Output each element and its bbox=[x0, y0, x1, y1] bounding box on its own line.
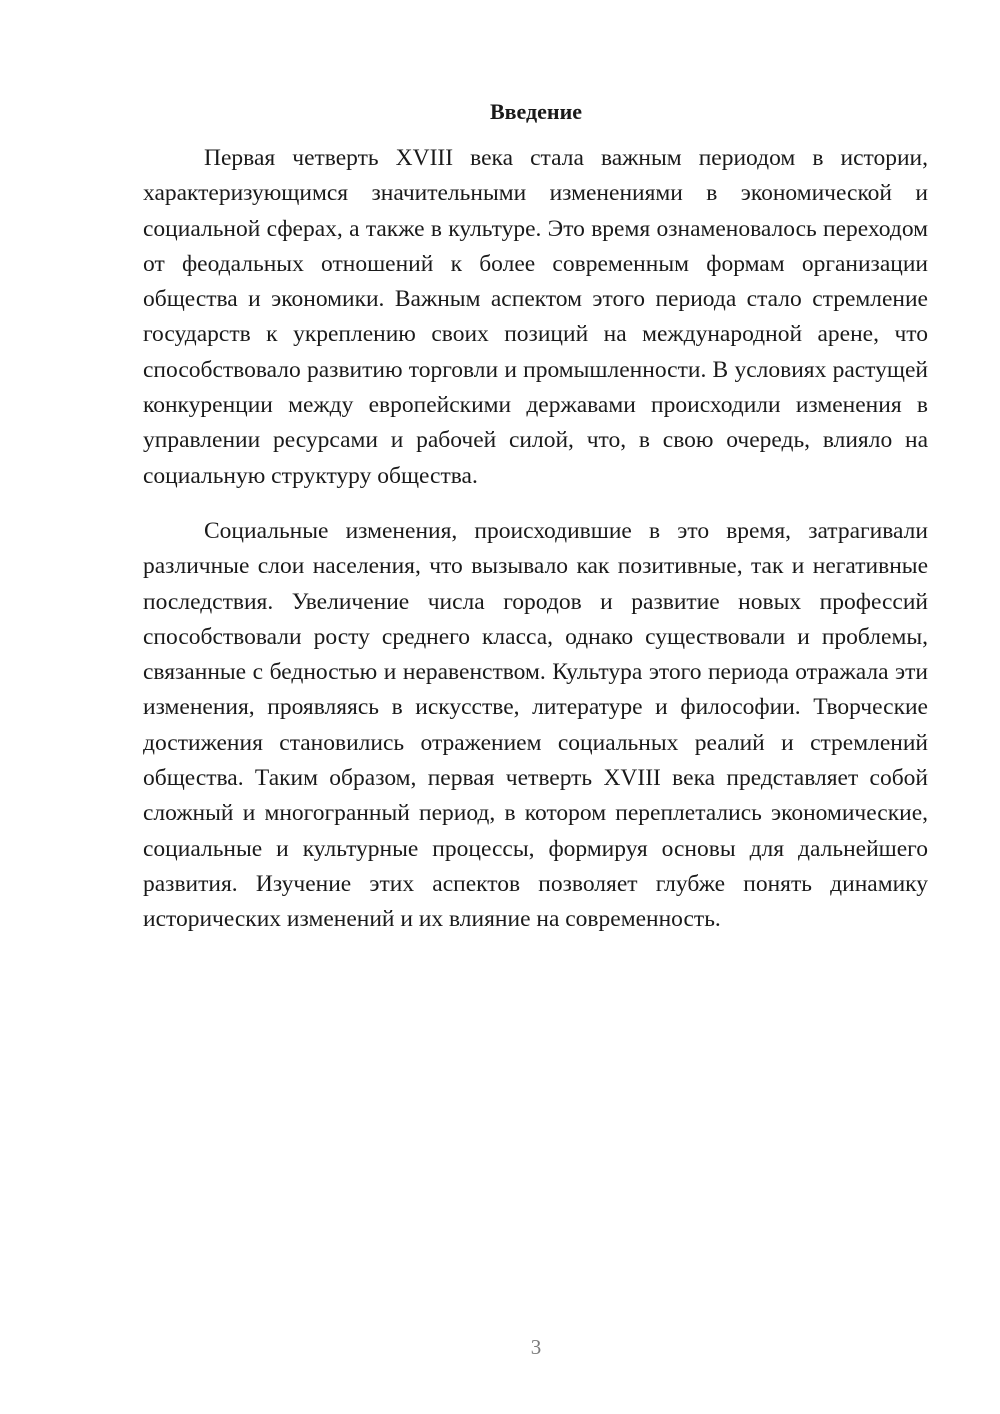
paragraph-2: Социальные изменения, происходившие в это время, затрагивали различные слои населения, что вызывало как позитивные, так и негативные последствия. Увеличение числа городов и развитие новых профессий способствовали росту среднего класса, однако существовали и проблемы, связанные с бедностью и неравенством. Культура этого периода отражала эти изменения, проявляясь в искусстве, литературе и философии. Творческие достижения становились отражением социальных реалий и стремлений общества. Таким образом, первая четверть XVIII века представляет собой сложный и многогранный период, в котором переплетались экономические, социальные и культурные процессы, формируя основы для дальнейшего развития. Изучение этих аспектов позволяет глубже понять динамику исторических изменений и их влияние на современность. bbox=[143, 517, 928, 933]
section-heading: Введение bbox=[489, 99, 583, 124]
page-number: 3 bbox=[530, 1335, 542, 1359]
paragraph-1: Первая четверть XVIII века стала важным периодом в истории, характеризующимся значительными изменениями в экономической и социальной сферах, а также в культуре. Это время ознаменовалось переходом от феодальных отношений к более современным формам организации общества и экономики. Важным аспектом этого периода стало стремление государств к укреплению своих позиций на международной арене, что способствовало развитию торговли и промышленности. В условиях растущей конкуренции между европейскими державами происходили изменения в управлении ресурсами и рабочей силой, что, в свою очередь, влияло на социальную структуру общества. bbox=[143, 145, 928, 489]
body-text bbox=[143, 141, 928, 938]
